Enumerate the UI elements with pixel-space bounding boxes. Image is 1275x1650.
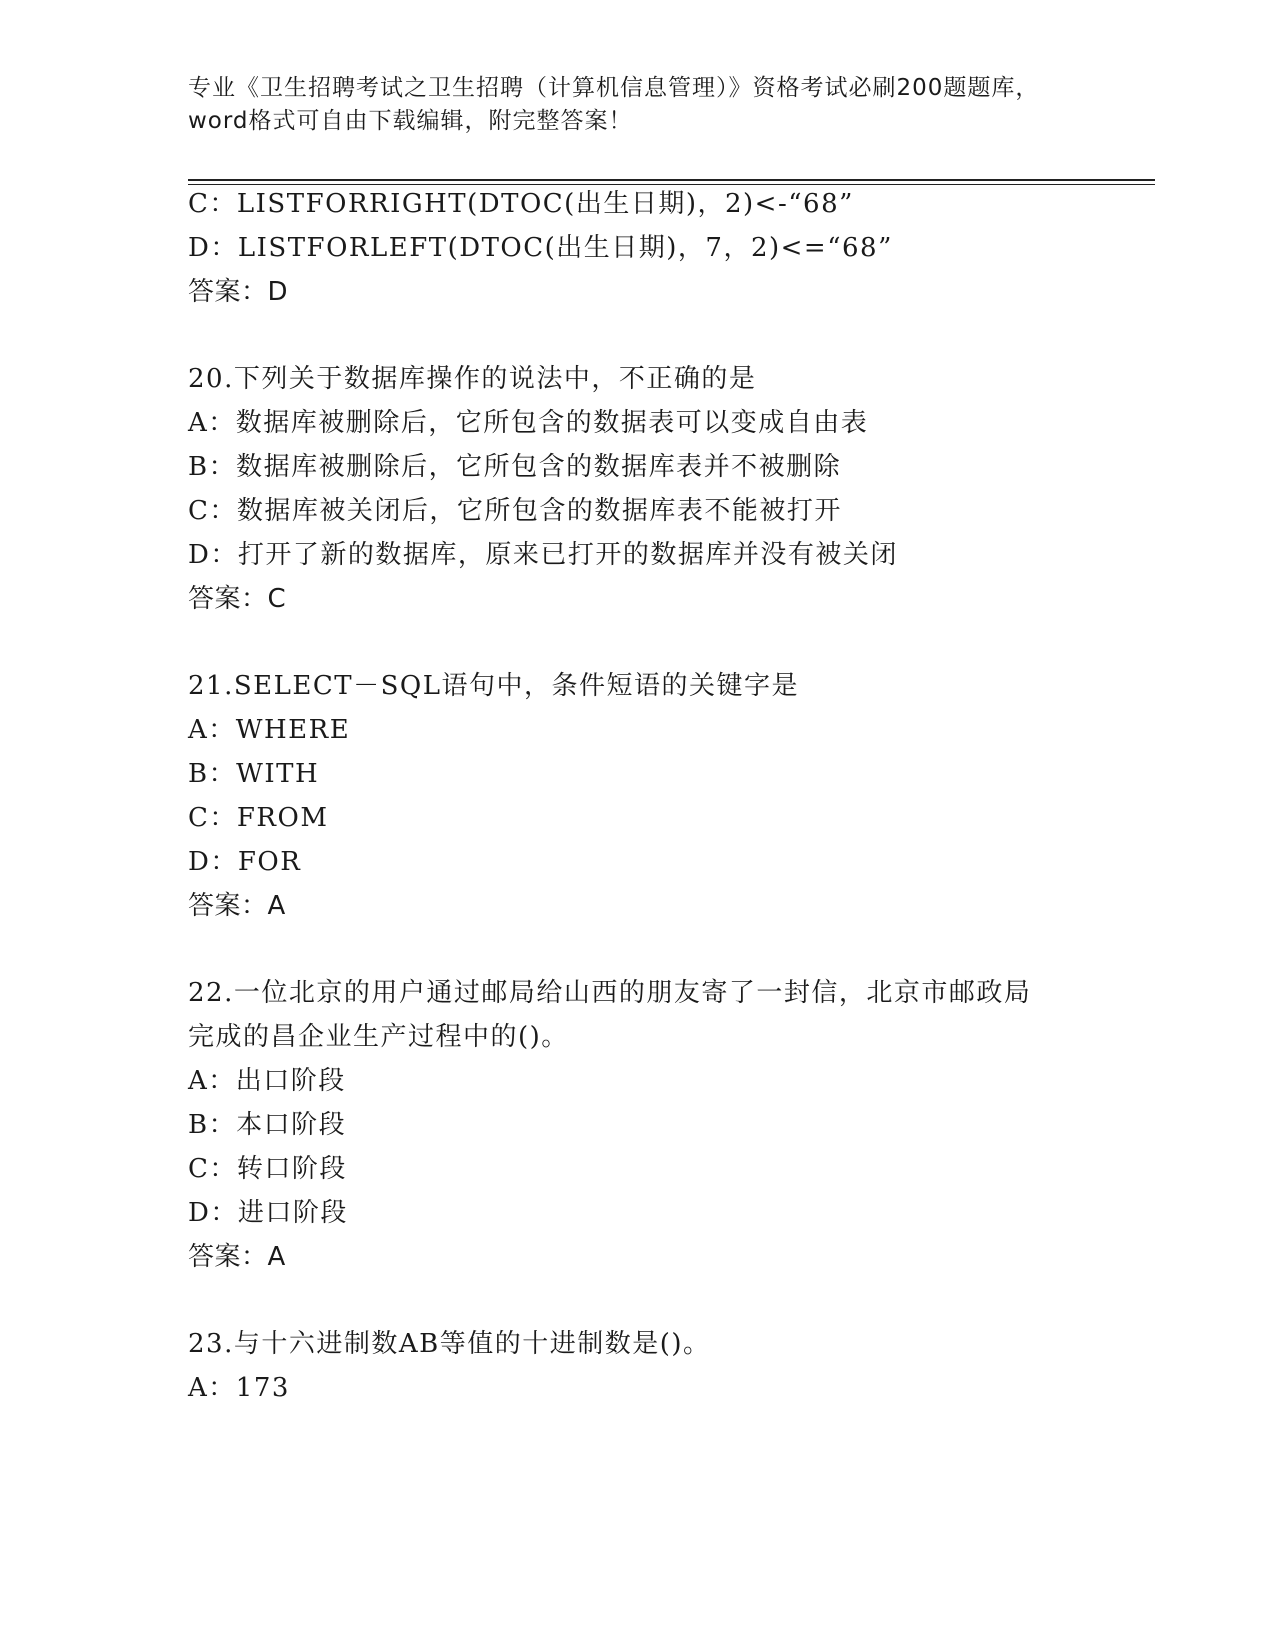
- q20-option-c: C：数据库被关闭后，它所包含的数据库表不能被打开: [188, 496, 842, 526]
- q23-option-a: A：173: [188, 1373, 290, 1403]
- q20-question: 20.下列关于数据库操作的说法中，不正确的是: [188, 364, 757, 394]
- q22-question-line-2: 完成的昌企业生产过程中的()。: [188, 1022, 569, 1052]
- q22-option-c: C：转口阶段: [188, 1154, 347, 1184]
- q19-option-d: D：LISTFORLEFT(DTOC(出生日期)，7，2)<=“68”: [188, 233, 893, 263]
- q22-option-a: A：出口阶段: [188, 1066, 346, 1096]
- q19-option-c: C：LISTFORRIGHT(DTOC(出生日期)，2)<-“68”: [188, 189, 854, 219]
- q20-option-d: D：打开了新的数据库，原来已打开的数据库并没有被关闭: [188, 540, 898, 570]
- q21-answer: 答案：A: [188, 891, 286, 921]
- q19-answer: 答案：D: [188, 277, 289, 307]
- q23-question: 23.与十六进制数AB等值的十进制数是()。: [188, 1329, 711, 1359]
- q22-option-b: B：本口阶段: [188, 1110, 347, 1140]
- q20-answer: 答案：C: [188, 584, 287, 614]
- q21-option-c: C：FROM: [188, 803, 329, 833]
- header-title-line-2: word格式可自由下载编辑，附完整答案！: [188, 108, 633, 134]
- q22-question-line-1: 22.一位北京的用户通过邮局给山西的朋友寄了一封信，北京市邮政局: [188, 978, 1032, 1008]
- header-title-line-1: 专业《卫生招聘考试之卫生招聘（计算机信息管理）》资格考试必刷200题题库，: [188, 75, 1040, 101]
- header-divider-thin: [188, 184, 1155, 185]
- q20-option-b: B：数据库被删除后，它所包含的数据库表并不被删除: [188, 452, 842, 482]
- document-header: [188, 72, 1088, 138]
- q20-option-a: A：数据库被删除后，它所包含的数据表可以变成自由表: [188, 408, 869, 438]
- header-divider-thick: [188, 179, 1155, 181]
- q22-answer: 答案：A: [188, 1242, 286, 1272]
- q21-option-b: B：WITH: [188, 759, 320, 789]
- q22-option-d: D：进口阶段: [188, 1198, 348, 1228]
- q21-question: 21.SELECT－SQL语句中，条件短语的关键字是: [188, 671, 800, 701]
- q21-option-a: A：WHERE: [188, 715, 351, 745]
- q21-option-d: D：FOR: [188, 847, 302, 877]
